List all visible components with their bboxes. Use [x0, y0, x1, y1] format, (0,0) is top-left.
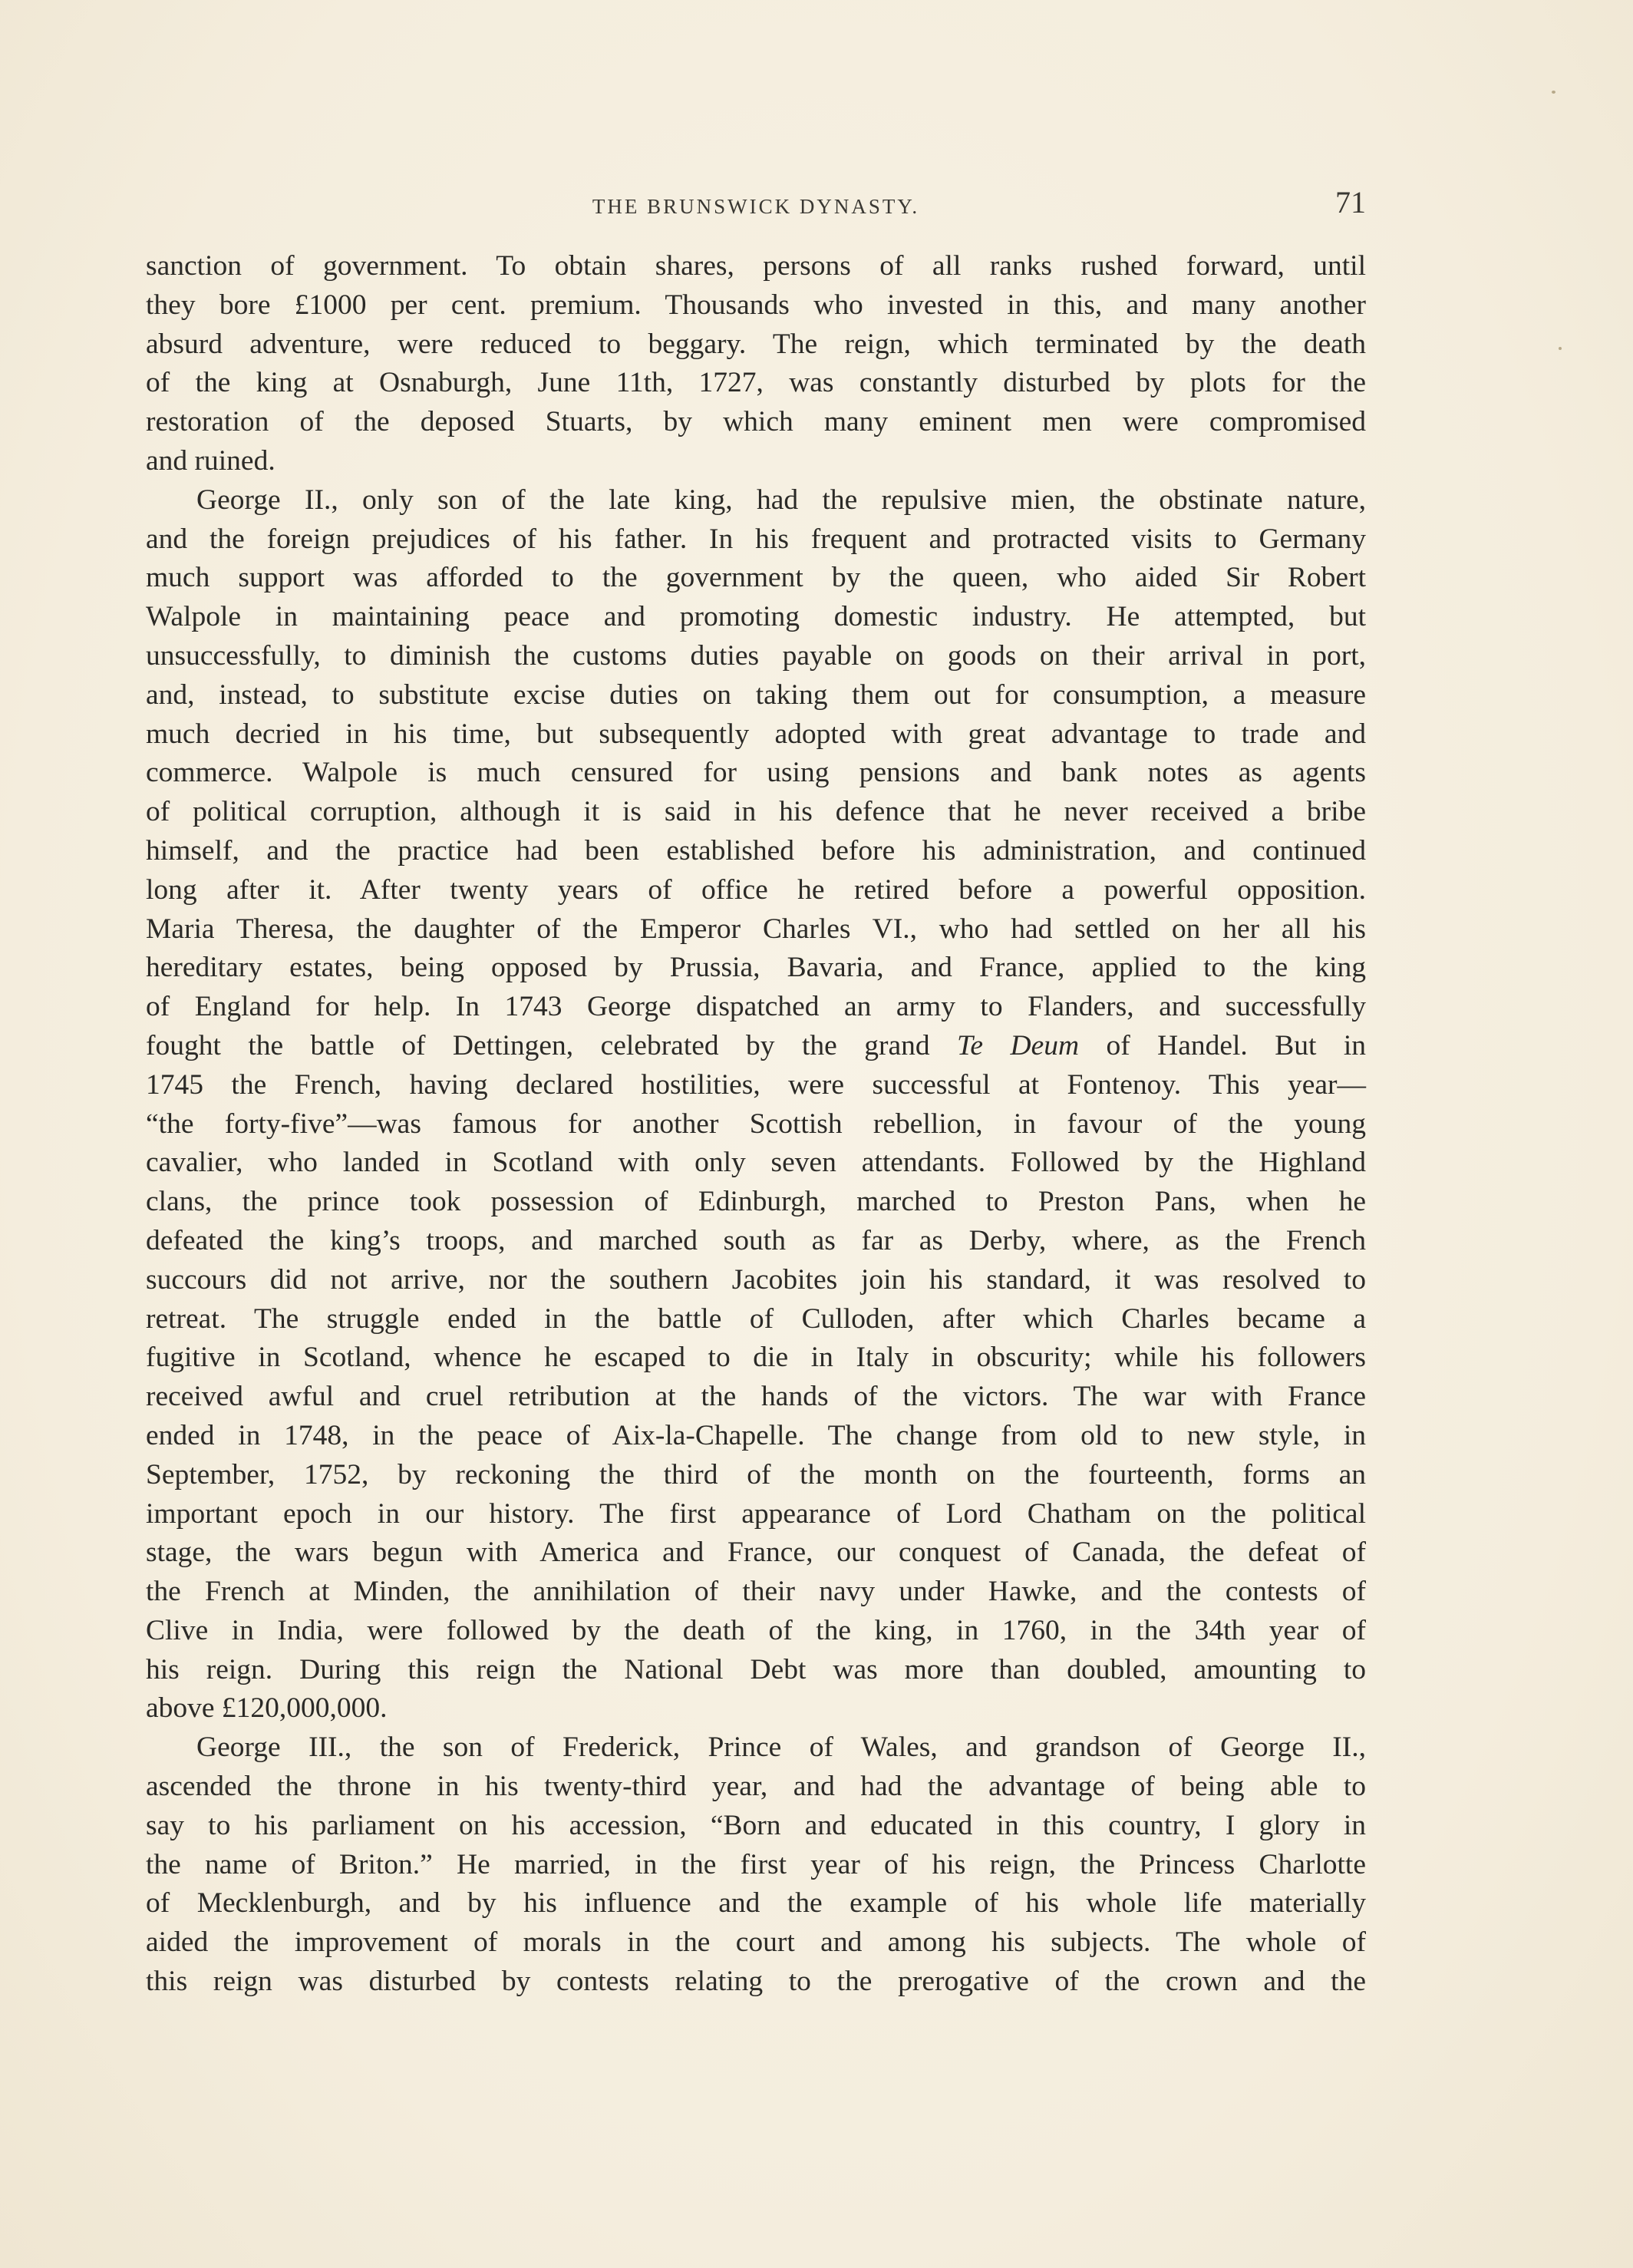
text-line: September, 1752, by reckoning the third of the month on the fourteenth, forms an [146, 1458, 1366, 1491]
text-line: much support was afforded to the government by the queen, who aided Sir Robert [146, 562, 1366, 594]
text-line: much decried in his time, but subsequently adopted with great advantage to trade and [146, 718, 1366, 750]
text-line: long after it. After twenty years of office he retired before a powerful opposition. [146, 873, 1366, 906]
text-line: of Mecklenburgh, and by his influence and the example of his whole life materially [146, 1887, 1366, 1920]
text-line: of political corruption, although it is said in his defence that he never received a bribe [146, 796, 1366, 828]
text-line: himself, and the practice had been established before his administration, and continued [146, 834, 1366, 867]
paper-speck [1552, 91, 1555, 94]
text-line: Maria Theresa, the daughter of the Emperor Charles VI., who had settled on her all his [146, 913, 1366, 945]
text-line: sanction of government. To obtain shares, persons of all ranks rushed forward, until [146, 250, 1366, 282]
text-line: above £120,000,000. [146, 1692, 388, 1725]
text-line: 1745 the French, having declared hostilities, were successful at Fontenoy. This year— [146, 1068, 1366, 1101]
running-title: THE BRUNSWICK DYNASTY. [592, 195, 920, 218]
text-line: and the foreign prejudices of his father. In his frequent and protracted visits to Germany [146, 523, 1366, 555]
text-line: commerce. Walpole is much censured for using pensions and bank notes as agents [146, 757, 1366, 789]
text-line: clans, the prince took possession of Edinburgh, marched to Preston Pans, when he [146, 1186, 1366, 1218]
text-line: Clive in India, were followed by the death of the king, in 1760, in the 34th year of [146, 1614, 1366, 1646]
text-line: ascended the throne in his twenty-third year, and had the advantage of being able to [146, 1771, 1366, 1803]
text-line: unsuccessfully, to diminish the customs duties payable on goods on their arrival in port, [146, 639, 1366, 672]
body-text [146, 247, 1366, 2002]
text-line: this reign was disturbed by contests relating to the prerogative of the crown and the [146, 1966, 1366, 1998]
paper-speck [1559, 347, 1562, 350]
text-line: George II., only son of the late king, had the repulsive mien, the obstinate nature, [196, 484, 1366, 516]
text-line: ended in 1748, in the peace of Aix-la-Chapelle. The change from old to new style, in [146, 1419, 1366, 1451]
text-line: fugitive in Scotland, whence he escaped to die in Italy in obscurity; while his followers [146, 1342, 1366, 1374]
text-line: defeated the king’s troops, and marched south as far as Derby, where, as the French [146, 1224, 1366, 1256]
text-line: restoration of the deposed Stuarts, by which many eminent men were compromised [146, 406, 1366, 438]
text-line: aided the improvement of morals in the court and among his subjects. The whole of [146, 1926, 1366, 1959]
text-line: retreat. The struggle ended in the battle of Culloden, after which Charles became a [146, 1302, 1366, 1335]
text-line: stage, the wars begun with America and France, our conquest of Canada, the defeat of [146, 1537, 1366, 1569]
text-line: “the forty-five”—was famous for another Scottish rebellion, in favour of the young [146, 1108, 1366, 1140]
text-line: the French at Minden, the annihilation of their navy under Hawke, and the contests of [146, 1576, 1366, 1608]
text-line: succours did not arrive, nor the southern Jacobites join his standard, it was resolved to [146, 1263, 1366, 1296]
text-line: important epoch in our history. The first appearance of Lord Chatham on the political [146, 1497, 1366, 1530]
text-line: and ruined. [146, 444, 275, 477]
text-line: of England for help. In 1743 George dispatched an army to Flanders, and successfully [146, 991, 1366, 1023]
text-line-te-deum [146, 1027, 1366, 1066]
text-line: cavalier, who landed in Scotland with only seven attendants. Followed by the Highland [146, 1147, 1366, 1179]
text-line: George III., the son of Frederick, Prince of Wales, and grandson of George II., [196, 1732, 1366, 1764]
text-line: they bore £1000 per cent. premium. Thousands who invested in this, and many another [146, 289, 1366, 321]
text-line: of the king at Osnaburgh, June 11th, 1727, was constantly disturbed by plots for the [146, 367, 1366, 399]
text-line: say to his parliament on his accession, “Born and educated in this country, I glory in [146, 1809, 1366, 1841]
te-deum-italic: Te Deum [957, 1029, 1080, 1061]
text-line: Walpole in maintaining peace and promoting domestic industry. He attempted, but [146, 601, 1366, 633]
text-line: absurd adventure, were reduced to beggary. The reign, which terminated by the death [146, 328, 1366, 360]
text-line: and, instead, to substitute excise duties on taking them out for consumption, a measure [146, 678, 1366, 711]
running-head [146, 184, 1366, 230]
text-line: hereditary estates, being opposed by Prussia, Bavaria, and France, applied to the king [146, 952, 1366, 984]
text-line: his reign. During this reign the National Debt was more than doubled, amounting to [146, 1653, 1366, 1685]
page-number: 71 [1335, 185, 1366, 220]
text-segment: fought the battle of Dettingen, celebrated by the grand [146, 1029, 958, 1061]
text-line: the name of Briton.” He married, in the first year of his reign, the Princess Charlotte [146, 1848, 1366, 1880]
text-segment: of Handel. But in [1079, 1029, 1366, 1061]
text-line: received awful and cruel retribution at the hands of the victors. The war with France [146, 1381, 1366, 1413]
